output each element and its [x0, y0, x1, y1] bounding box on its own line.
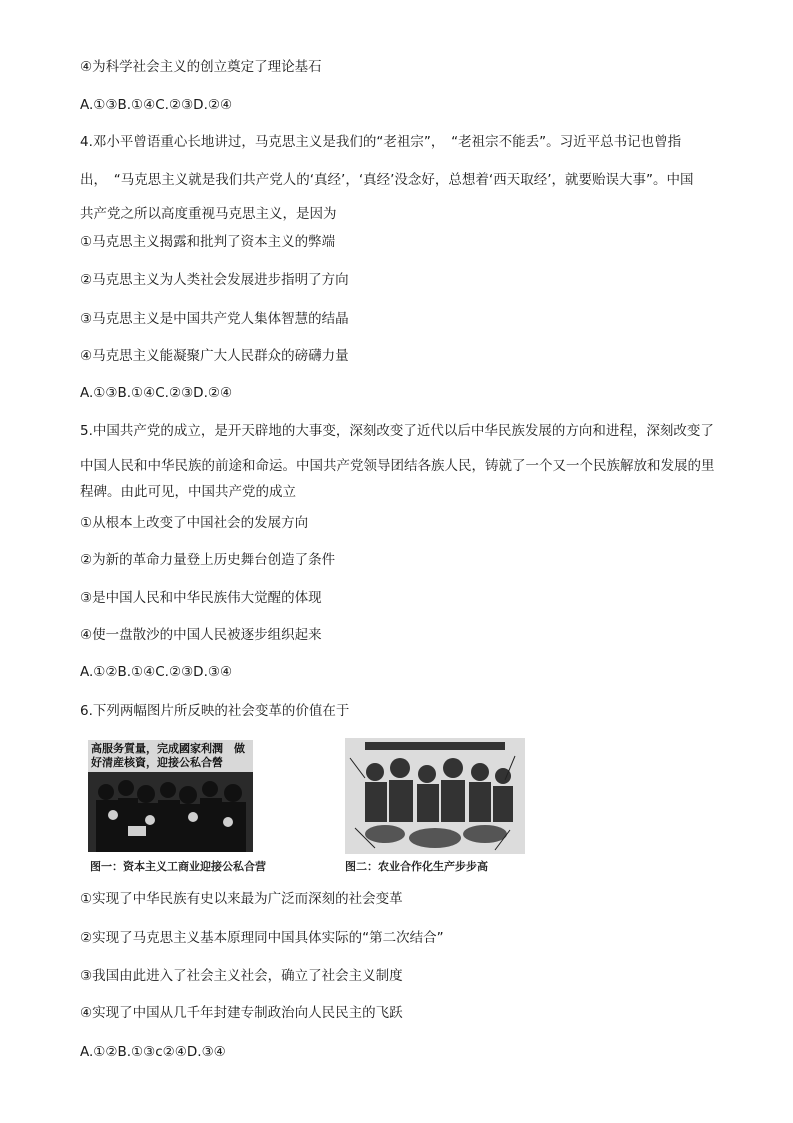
q4-answer-choices: A.①③B.①④C.②③D.②④	[80, 385, 233, 401]
q4-stem-line-2: 出， “马克思主义就是我们共产党人的‘真经’，‘真经’没念好，总想着‘西天取经’，就要贻误大事”。中国	[80, 172, 694, 188]
q6-stem: 6.下列两幅图片所反映的社会变革的价值在于	[80, 703, 350, 719]
figure-1-photo	[88, 740, 253, 852]
q5-option-3: ③是中国人民和中华民族伟大觉醒的体现	[80, 590, 322, 606]
q4-option-3: ③马克思主义是中国共产党人集体智慧的结晶	[80, 311, 349, 327]
q6-option-1: ①实现了中华民族有史以来最为广泛而深刻的社会变革	[80, 891, 403, 907]
q6-option-2: ②实现了马克思主义基本原理同中国具体实际的“第二次结合”	[80, 930, 444, 946]
q6-answer-choices: A.①②B.①③c②④D.③④	[80, 1044, 226, 1060]
figure-1-banner: 高服务質量，完成國家利潤 做好清産核資，迎接公私合營	[91, 742, 245, 769]
q4-option-4: ④马克思主义能凝聚广大人民群众的磅礴力量	[80, 348, 349, 364]
q6-option-4: ④实现了中国从几千年封建专制政治向人民民主的飞跃	[80, 1005, 403, 1021]
q5-option-1: ①从根本上改变了中国社会的发展方向	[80, 515, 309, 531]
q5-stem-line-3: 程碑。由此可见，中国共产党的成立	[80, 484, 296, 500]
q3-answer-choices: A.①③B.①④C.②③D.②④	[80, 97, 233, 113]
q6-option-3: ③我国由此进入了社会主义社会，确立了社会主义制度	[80, 968, 403, 984]
q4-option-2: ②马克思主义为人类社会发展进步指明了方向	[80, 272, 349, 288]
q4-stem-line-1: 4.邓小平曾语重心长地讲过，马克思主义是我们的“老祖宗”， “老祖宗不能丢”。习近平总书记也曾指	[80, 134, 682, 150]
q4-stem-line-3: 共产党之所以高度重视马克思主义，是因为	[80, 206, 337, 222]
figure-2-caption: 图二：农业合作化生产步步高	[345, 860, 488, 873]
q5-stem-line-2: 中国人民和中华民族的前途和命运。中国共产党领导团结各族人民，铸就了一个又一个民族解放和发展的里	[80, 458, 715, 474]
q5-option-4: ④使一盘散沙的中国人民被逐步组织起来	[80, 627, 322, 643]
figure-2-illustration	[345, 738, 525, 854]
q5-option-2: ②为新的革命力量登上历史舞台创造了条件	[80, 552, 336, 568]
q5-answer-choices: A.①②B.①④C.②③D.③④	[80, 664, 233, 680]
q4-option-1: ①马克思主义揭露和批判了资本主义的弊端	[80, 234, 336, 250]
q5-stem-line-1: 5.中国共产党的成立，是开天辟地的大事变，深刻改变了近代以后中华民族发展的方向和进程，深刻改变了	[80, 423, 714, 439]
q3-option-4: ④为科学社会主义的创立奠定了理论基石	[80, 59, 322, 75]
figure-2-woodcut	[345, 738, 525, 854]
figure-1-caption: 图一：资本主义工商业迎接公私合营	[90, 860, 266, 873]
